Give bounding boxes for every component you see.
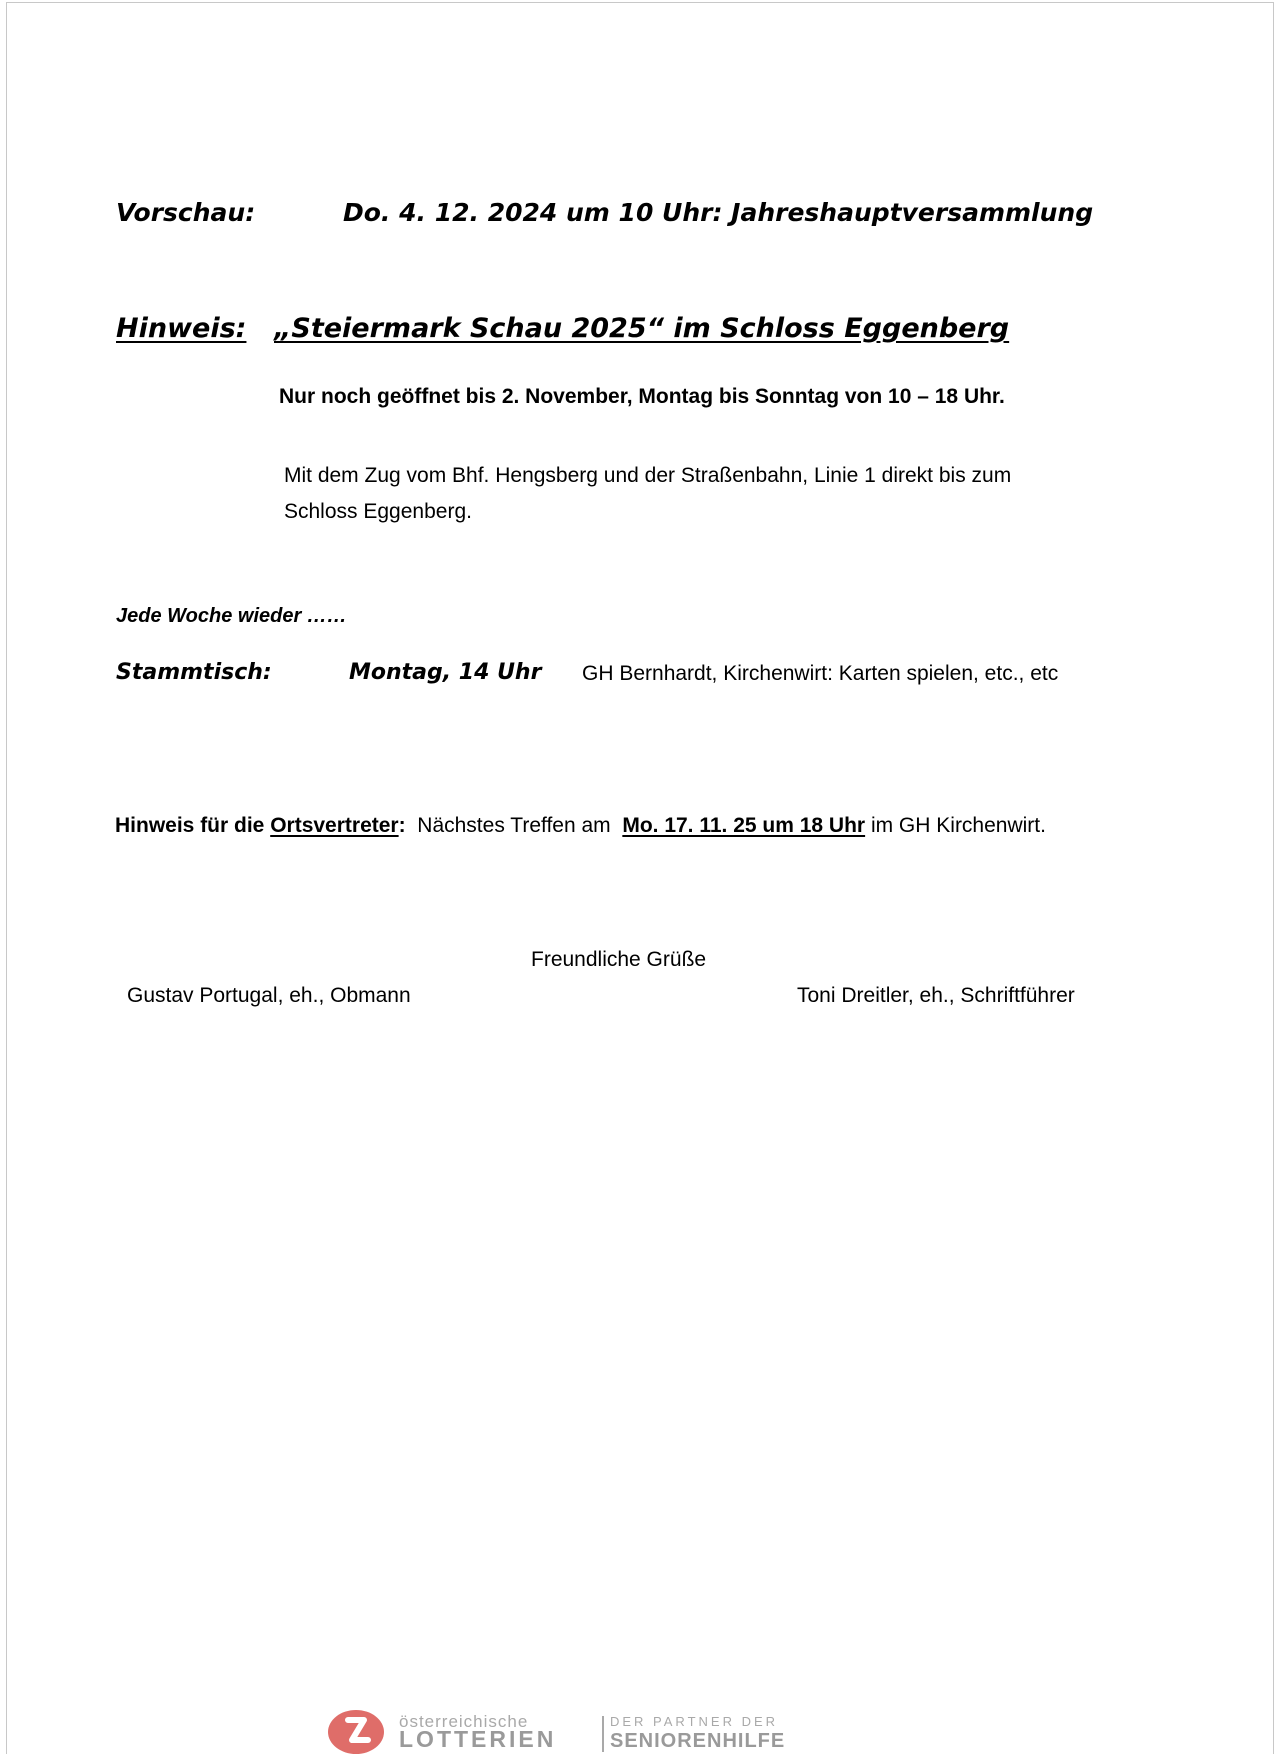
hinweis-title: „Steiermark Schau 2025“ im Schloss Eggenberg [274,313,1010,344]
stammtisch-time: Montag, 14 Uhr [349,660,542,685]
travel-directions: Mit dem Zug vom Bhf. Hengsberg und der Straßenbahn, Linie 1 direkt bis zum Schloss Eggenberg. [284,464,1012,523]
vorschau-label: Vorschau: [116,198,256,227]
ortsvertreter-suffix: im GH Kirchenwirt. [865,814,1046,837]
hinweis-label: Hinweis: [116,313,247,344]
vorschau-text: Do. 4. 12. 2024 um 10 Uhr: Jahreshauptversammlung [343,198,1094,227]
logo-right-bottom: SENIORENHILFE [610,1730,786,1752]
ortsvertreter-role: Ortsvertreter [270,814,399,837]
ortsvertreter-prefix: Hinweis für die [115,814,271,837]
ortsvertreter-notice [115,814,1046,838]
closing-greeting: Freundliche Grüße [531,948,707,971]
opening-hours: Nur noch geöffnet bis 2. November, Montag bis Sonntag von 10 – 18 Uhr. [279,385,1005,408]
logo-separator [602,1716,604,1752]
lotterien-logo-icon [326,1706,392,1754]
footer-logo [326,1704,826,1754]
ortsvertreter-date: Mo. 17. 11. 25 um 18 Uhr [622,814,866,837]
signer-right: Toni Dreitler, eh., Schriftführer [797,984,1075,1007]
document-page [6,2,1274,1754]
ortsvertreter-middle: Nächstes Treffen am [405,814,623,837]
signer-left: Gustav Portugal, eh., Obmann [127,984,411,1007]
logo-right-top: DER PARTNER DER [610,1714,779,1729]
ortsvertreter-colon: : [398,814,406,837]
stammtisch-description: GH Bernhardt, Kirchenwirt: Karten spielen, etc., etc [582,662,1059,685]
weekly-heading: Jede Woche wieder …… [116,605,347,627]
logo-line-bottom: LOTTERIEN [399,1726,557,1752]
logo-line-top: österreichische [399,1712,529,1731]
stammtisch-label: Stammtisch: [116,660,272,685]
